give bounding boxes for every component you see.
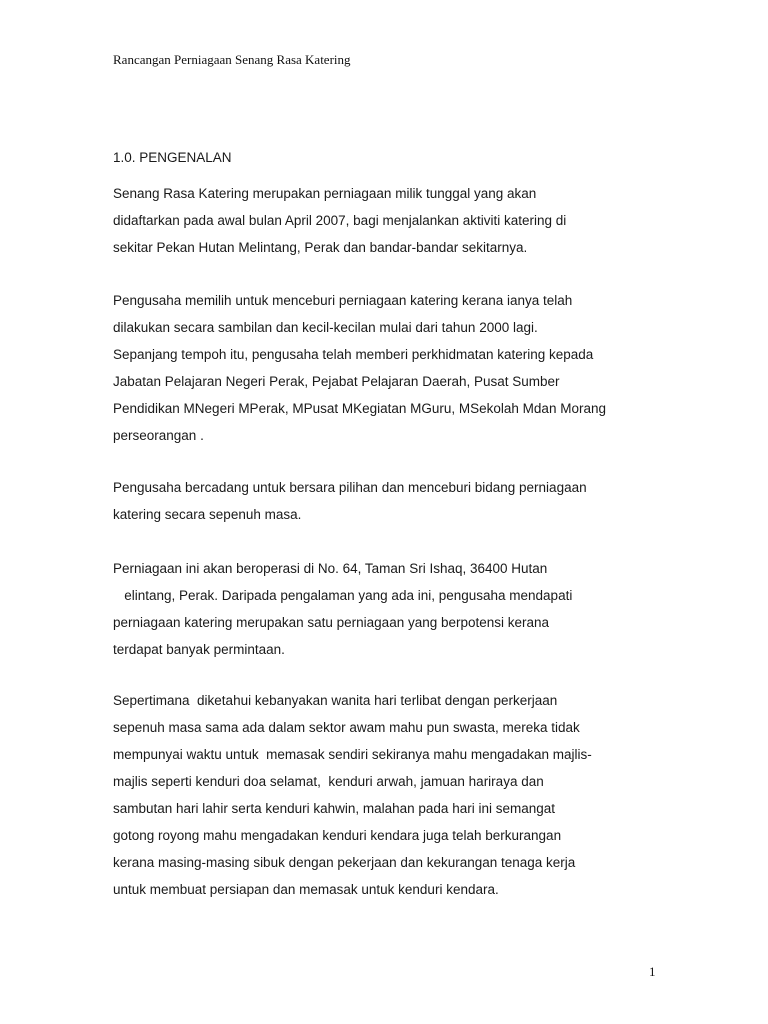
- paragraph-4-line-2: elintang, Perak. Daripada pengalaman yang ada ini, pengusaha mendapati: [113, 588, 573, 603]
- paragraph-2-line-2: dilakukan secara sambilan dan kecil-kecilan mulai dari tahun 2000 lagi.: [113, 320, 538, 335]
- paragraph-1-line-2: didaftarkan pada awal bulan April 2007, bagi menjalankan aktiviti katering di: [113, 213, 567, 228]
- paragraph-5-line-8: untuk membuat persiapan dan memasak untuk kenduri kendara.: [113, 882, 499, 897]
- paragraph-5-line-6: gotong royong mahu mengadakan kenduri kendara juga telah berkurangan: [113, 828, 562, 843]
- page-number: 1: [649, 964, 656, 979]
- paragraph-1-line-1: Senang Rasa Katering merupakan perniagaan milik tunggal yang akan: [113, 186, 537, 201]
- section-heading: 1.0. PENGENALAN: [113, 150, 232, 165]
- paragraph-4-line-4: terdapat banyak permintaan.: [113, 642, 285, 657]
- paragraph-3-line-2: katering secara sepenuh masa.: [113, 507, 302, 522]
- paragraph-5-line-2: sepenuh masa sama ada dalam sektor awam mahu pun swasta, mereka tidak: [113, 720, 580, 735]
- paragraph-3-line-1: Pengusaha bercadang untuk bersara pilihan dan menceburi bidang perniagaan: [113, 480, 587, 495]
- paragraph-2-line-1: Pengusaha memilih untuk menceburi perniagaan katering kerana ianya telah: [113, 293, 573, 308]
- paragraph-2-line-3: Sepanjang tempoh itu, pengusaha telah memberi perkhidmatan katering kepada: [113, 347, 594, 362]
- paragraph-5-line-5: sambutan hari lahir serta kenduri kahwin, malahan pada hari ini semangat: [113, 801, 555, 816]
- paragraph-2-line-6: perseorangan .: [113, 428, 204, 443]
- document-body: [113, 0, 693, 1024]
- paragraph-1-line-3: sekitar Pekan Hutan Melintang, Perak dan bandar-bandar sekitarnya.: [113, 240, 528, 255]
- paragraph-4-line-1: Perniagaan ini akan beroperasi di No. 64, Taman Sri Ishaq, 36400 Hutan: [113, 561, 548, 576]
- paragraph-2-line-4: Jabatan Pelajaran Negeri Perak, Pejabat Pelajaran Daerah, Pusat Sumber: [113, 374, 560, 389]
- paragraph-2-line-5: Pendidikan MNegeri MPerak, MPusat MKegiatan MGuru, MSekolah Mdan Morang: [113, 401, 606, 416]
- paragraph-4-line-3: perniagaan katering merupakan satu perniagaan yang berpotensi kerana: [113, 615, 550, 630]
- paragraph-5-line-3: mempunyai waktu untuk memasak sendiri sekiranya mahu mengadakan majlis-: [113, 747, 592, 762]
- paragraph-5-line-7: kerana masing-masing sibuk dengan pekerjaan dan kekurangan tenaga kerja: [113, 855, 576, 870]
- paragraph-5-line-1: Sepertimana diketahui kebanyakan wanita hari terlibat dengan perkerjaan: [113, 693, 558, 708]
- running-header: Rancangan Perniagaan Senang Rasa Katering: [113, 52, 351, 67]
- paragraph-5-line-4: majlis seperti kenduri doa selamat, kenduri arwah, jamuan hariraya dan: [113, 774, 544, 789]
